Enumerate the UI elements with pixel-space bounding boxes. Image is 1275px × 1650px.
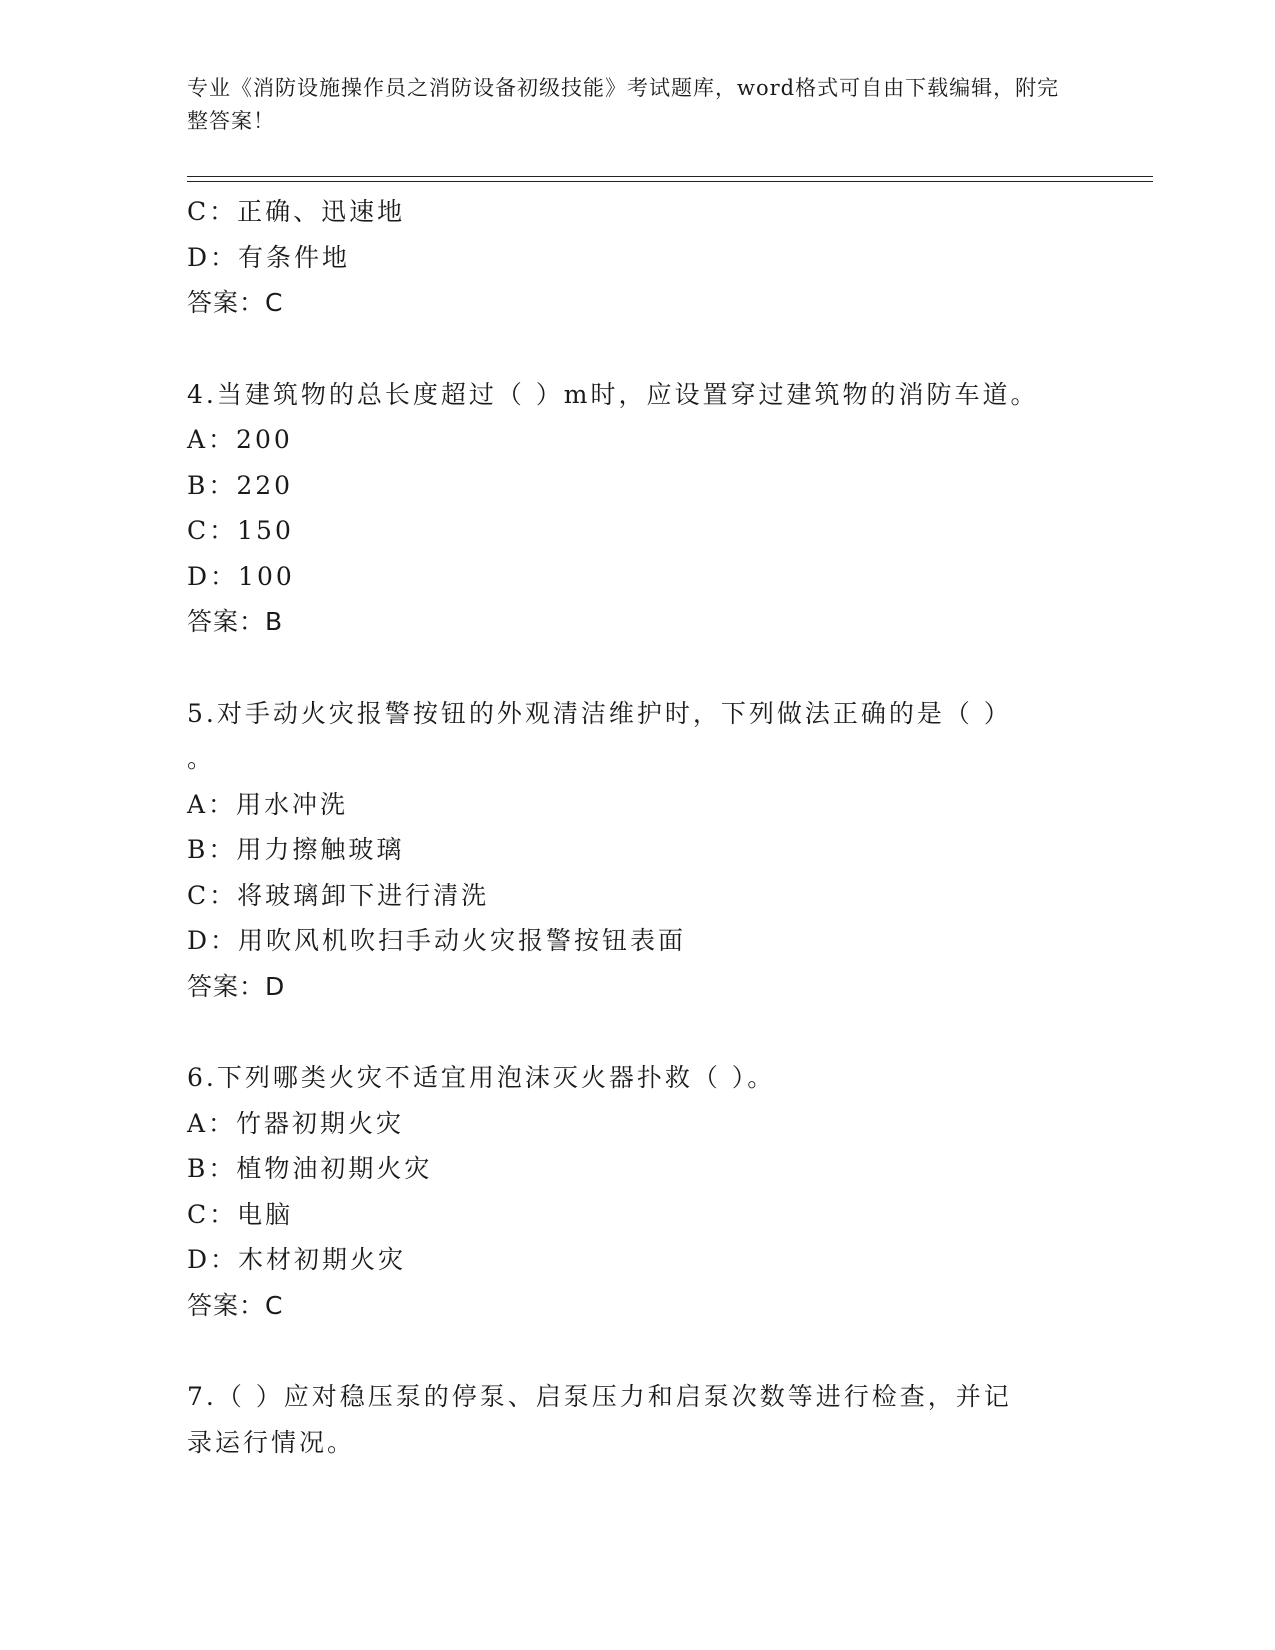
option-d: D：用吹风机吹扫手动火灾报警按钮表面	[187, 926, 687, 955]
option-d: D：100	[187, 561, 295, 591]
option-c: C：电脑	[187, 1199, 294, 1229]
option-d: D：有条件地	[187, 242, 351, 272]
question-stem-continuation: 。	[187, 744, 216, 773]
option-b: B：220	[187, 470, 294, 500]
question-5	[187, 691, 1087, 1010]
question-7	[187, 1374, 1087, 1465]
spacer	[187, 1009, 1087, 1055]
question-6	[187, 1055, 1087, 1328]
option-b: B：用力擦触玻璃	[187, 835, 405, 864]
answer: 答案：C	[187, 1290, 284, 1320]
option-d: D：木材初期火灾	[187, 1245, 407, 1274]
option-c: C：正确、迅速地	[187, 197, 406, 226]
spacer	[187, 326, 1087, 372]
question-stem: 4.当建筑物的总长度超过（ ）m时，应设置穿过建筑物的消防车道。	[187, 379, 1039, 409]
question-list	[187, 189, 1087, 1465]
answer: 答案：C	[187, 288, 284, 317]
header-rule-top	[187, 176, 1153, 177]
spacer	[187, 645, 1087, 691]
question-3-tail	[187, 189, 1087, 326]
answer: 答案：B	[187, 607, 284, 636]
question-stem: 5.对手动火灾报警按钮的外观清洁维护时，下列做法正确的是（ ）	[187, 698, 1012, 728]
option-a: A：用水冲洗	[187, 789, 349, 819]
option-a: A：200	[187, 425, 293, 454]
header-rule-bottom	[187, 181, 1153, 182]
option-a: A：竹器初期火灾	[187, 1108, 405, 1138]
option-b: B：植物油初期火灾	[187, 1154, 433, 1183]
answer: 答案：D	[187, 971, 286, 1001]
question-stem-continuation: 录运行情况。	[187, 1427, 356, 1457]
document-header: 专业《消防设施操作员之消防设备初级技能》考试题库，word格式可自由下载编辑，附完整答案！	[187, 76, 1060, 133]
question-4	[187, 372, 1087, 645]
spacer	[187, 1328, 1087, 1374]
option-c: C：将玻璃卸下进行清洗	[187, 880, 490, 910]
option-c: C：150	[187, 516, 294, 545]
question-stem: 7.（ ）应对稳压泵的停泵、启泵压力和启泵次数等进行检查，并记	[187, 1382, 1012, 1411]
question-stem: 6.下列哪类火灾不适宜用泡沫灭火器扑救（ ）。	[187, 1063, 776, 1092]
